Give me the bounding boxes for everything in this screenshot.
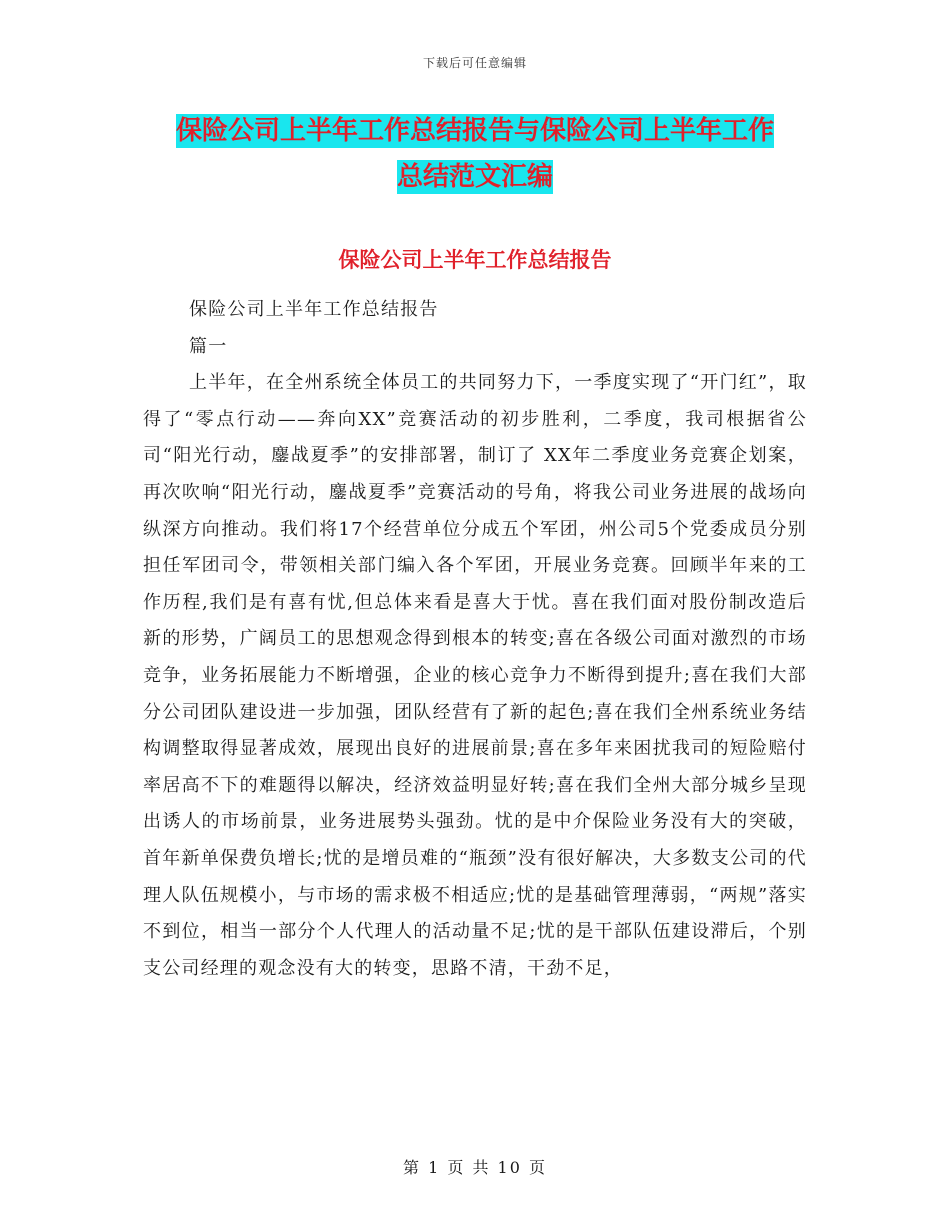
document-body — [143, 292, 807, 987]
document-title — [140, 108, 810, 200]
document-title-line-2: 总结范文汇编 — [396, 162, 553, 192]
body-paragraph: 上半年，在全州系统全体员工的共同努力下，一季度实现了“开门红”，取得了“零点行动——奔向XX”竞赛活动的初步胜利，二季度，我司根据省公司“阳光行动，鏖战夏季”的安排部署，制订了 XX年二季度业务竞赛企划案，再次吹响“阳光行动，鏖战夏季”竞赛活动的号角，将我公司业务进展的战场向纵深方向推动。我们将17个经营单位分成五个军团，州公司5个党委成员分别担任军团司令，带领相关部门编入各个军团，开展业务竞赛。回顾半年来的工作历程,我们是有喜有忧,但总体来看是喜大于忧。喜在我们面对股份制改造后新的形势，广阔员工的思想观念得到根本的转变;喜在各级公司面对激烈的市场竞争，业务拓展能力不断增强，企业的核心竞争力不断得到提升;喜在我们大部分公司团队建设进一步加强，团队经营有了新的起色;喜在我们全州系统业务结构调整取得显著成效，展现出良好的进展前景;喜在多年来困扰我司的短险赔付率居高不下的难题得以解决，经济效益明显好转;喜在我们全州大部分城乡呈现出诱人的市场前景，业务进展势头强劲。忧的是中介保险业务没有大的突破，首年新单保费负增长;忧的是增员难的“瓶颈”没有很好解决，大多数支公司的代理人队伍规模小，与市场的需求极不相适应;忧的是基础管理薄弱，“两规”落实不到位，相当一部分个人代理人的活动量不足;忧的是干部队伍建设滞后，个别支公司经理的观念没有大的转变，思路不清，干劲不足， — [143, 372, 807, 979]
section-title: 保险公司上半年工作总结报告 — [338, 248, 612, 272]
part-label: 篇一 — [189, 335, 228, 357]
subtitle-line: 保险公司上半年工作总结报告 — [189, 299, 439, 320]
page-number: 第 1 页 共 10 页 — [403, 1158, 547, 1177]
document-title-line-1: 保险公司上半年工作总结报告与保险公司上半年工作 — [175, 116, 774, 146]
header-note: 下载后可任意编辑 — [422, 56, 527, 70]
